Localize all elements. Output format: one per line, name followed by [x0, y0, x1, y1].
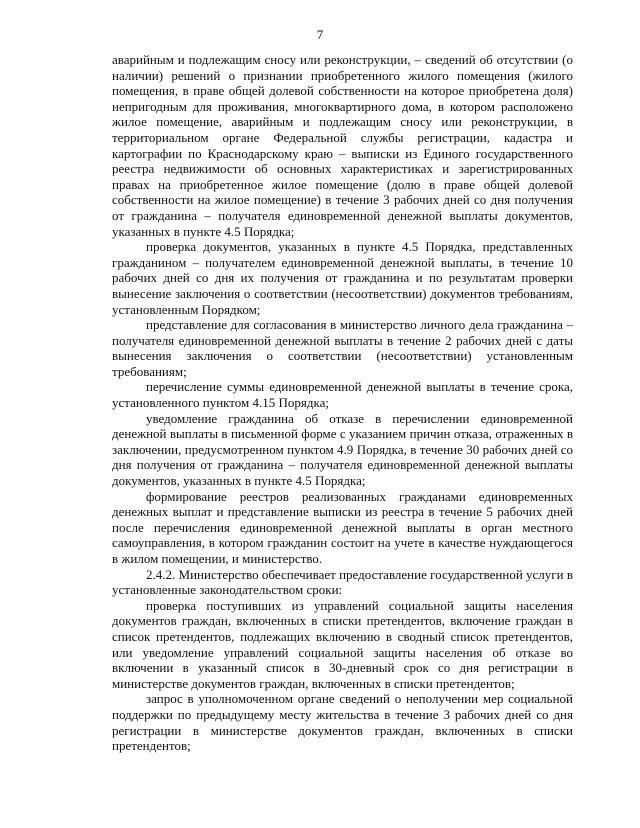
paragraph: запрос в уполномоченном органе сведений о неполучении мер социальной поддержки по предыдущему месту жительства в течение 3 рабочих дней со дня регистрации в министерстве документов граждан, включенных в списки претендентов; [112, 691, 573, 754]
section-paragraph-2-4-2: 2.4.2. Министерство обеспечивает предоставление государственной услуги в установленные законодательством сроки: [112, 566, 573, 598]
page-number: 7 [316, 27, 324, 42]
paragraph: аварийным и подлежащим сносу или реконструкции, – сведений об отсутствии (о наличии) решений о признании приобретенного жилого помещения (жилого помещения, в праве общей долевой собственности на которое приобретена доля) непригодным для проживания, многоквартирного дома, в котором расположено жилое помещение, аварийным и подлежащим сносу или реконструкции, в территориальном органе Федеральной службы регистрации, кадастра и картографии по Краснодарскому краю – выписки из Единого государственного реестра недвижимости об основных характеристиках и зарегистрированных правах на приобретенное жилое помещение (долю в праве общей долевой собственности на жилое помещение) в течение 3 рабочих дней со дня получения от гражданина – получателя единовременной денежной выплаты документов, указанных в пункте 4.5 Порядка; [112, 52, 573, 239]
paragraph: проверка поступивших из управлений социальной защиты населения документов граждан, включенных в списки претендентов, включение граждан в список претендентов, подлежащих включению в сводный список претендентов, или уведомление управлений социальной защиты населения об отказе во включении в указанный список в 30-дневный срок со дня регистрации в министерстве документов граждан, включенных в списки претендентов; [112, 597, 573, 691]
paragraph: перечисление суммы единовременной денежной выплаты в течение срока, установленного пунктом 4.15 Порядка; [112, 379, 573, 411]
paragraph: представление для согласования в министерство личного дела гражданина – получателя единовременной денежной выплаты в течение 2 рабочих дней с даты вынесения заключения о соответствии (несоответствии) установленным требованиям; [112, 317, 573, 379]
paragraph: уведомление гражданина об отказе в перечислении единовременной денежной выплаты в письменной форме с указанием причин отказа, отраженных в заключении, предусмотренном пунктом 4.9 Порядка, в течение 30 рабочих дней со дня получения от гражданина – получателя единовременной денежной выплаты документов, указанных в пункте 4.5 Порядка; [112, 410, 573, 489]
paragraph: проверка документов, указанных в пункте 4.5 Порядка, представленных гражданином – получателем единовременной денежной выплаты, в течение 10 рабочих дней со дня их получения от гражданина и по результатам проверки вынесение заключения о соответствии (несоответствии) документов требованиям, установленным Порядком; [112, 239, 573, 317]
paragraph: формирование реестров реализованных гражданами единовременных денежных выплат и представление выписки из реестра в течение 5 рабочих дней после перечисления единовременной денежной выплаты в орган местного самоуправления, в котором гражданин состоит на учете в качестве нуждающегося в жилом помещении, и министерство. [112, 488, 573, 566]
document-body [112, 52, 573, 754]
